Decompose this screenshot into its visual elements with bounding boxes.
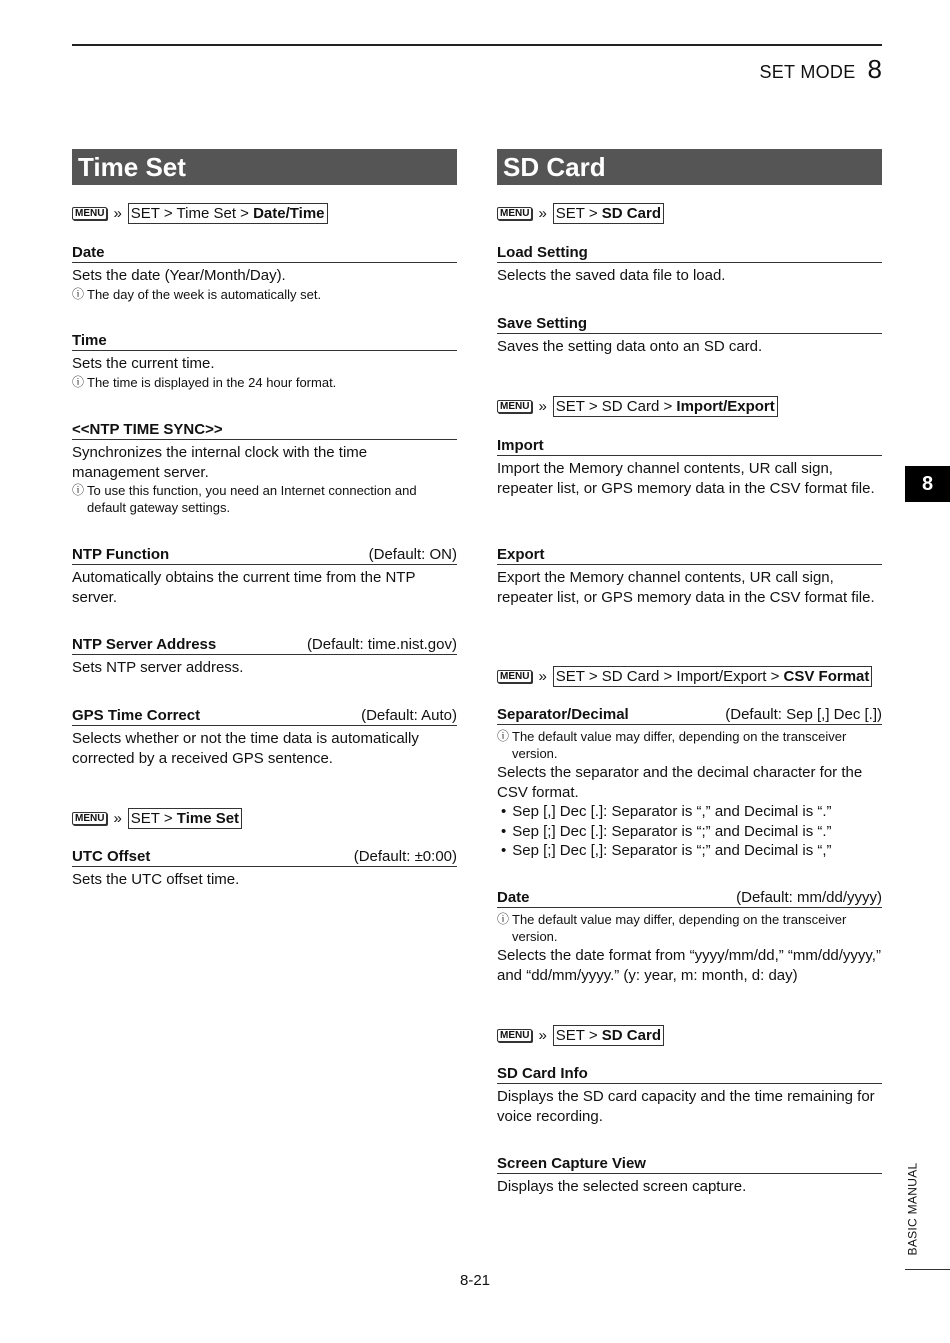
page-number: 8-21	[459, 1272, 491, 1289]
utc-offset-description: Sets the UTC offset time.	[72, 871, 240, 888]
manual-label: BASIC MANUAL	[905, 1162, 919, 1255]
menu-key-icon: MENU	[497, 207, 532, 220]
menu-path-box: SET > Time Set	[128, 808, 242, 829]
chevron-right-icon: »	[538, 667, 547, 685]
time-description: Sets the current time.	[72, 355, 215, 372]
menu-path-time-set	[72, 806, 457, 830]
separator-note: ⓘ The default value may differ, depending on the transceiver version.	[497, 729, 847, 761]
date-format-description: Selects the date format from “yyyy/mm/dd,” “mm/dd/yyyy,” and “dd/mm/yyyy.” (y: year, m: month, d: day)	[497, 947, 881, 984]
screen-capture-description: Displays the selected screen capture.	[497, 1178, 747, 1195]
time-title: Time	[72, 332, 107, 349]
menu-path-box: SET > SD Card > Import/Export > CSV Format	[553, 666, 873, 687]
save-setting-description: Saves the setting data onto an SD card.	[497, 338, 763, 355]
info-icon: ⓘ	[72, 286, 85, 301]
save-setting-title: Save Setting	[497, 315, 588, 332]
ntp-sync-note: ⓘ To use this function, you need an Internet connection and default gateway settings.	[72, 483, 417, 515]
screen-capture-title: Screen Capture View	[497, 1155, 646, 1172]
chapter-number: 8	[867, 54, 882, 84]
separator-default: (Default: Sep [,] Dec [.])	[725, 706, 882, 723]
list-item: • Sep [;] Dec [,]: Separator is “;” and Decimal is “,”	[501, 841, 882, 861]
menu-key-icon: MENU	[497, 670, 532, 683]
ntp-function-default: (Default: ON)	[368, 546, 457, 563]
load-setting-title: Load Setting	[497, 244, 588, 261]
chevron-right-icon: »	[538, 1026, 547, 1044]
chapter-header	[759, 54, 882, 85]
screen-capture-item	[497, 1155, 882, 1197]
top-rule	[72, 44, 882, 46]
list-item: • Sep [,] Dec [.]: Separator is “,” and Decimal is “.”	[501, 802, 882, 822]
gps-time-description: Selects whether or not the time data is automatically corrected by a received GPS sentence.	[72, 730, 419, 767]
menu-path-sd-card	[497, 201, 882, 225]
ntp-function-title: NTP Function	[72, 546, 170, 563]
menu-key-icon: MENU	[497, 1029, 532, 1042]
separator-title: Separator/Decimal	[497, 706, 629, 723]
ntp-sync-description: Synchronizes the internal clock with the time management server.	[72, 444, 368, 481]
date-format-default: (Default: mm/dd/yyyy)	[736, 889, 882, 906]
gps-time-correct-item	[72, 707, 457, 768]
gps-time-default: (Default: Auto)	[361, 707, 457, 724]
date-note: ⓘ The day of the week is automatically set.	[72, 286, 322, 302]
gps-time-title: GPS Time Correct	[72, 707, 201, 724]
import-title: Import	[497, 437, 544, 454]
date-item	[72, 244, 457, 303]
separator-decimal-item	[497, 706, 882, 861]
chapter-mode: SET MODE	[759, 62, 856, 82]
import-description: Import the Memory channel contents, UR call sign, repeater list, or GPS memory data in the CSV format file.	[497, 460, 875, 497]
export-description: Export the Memory channel contents, UR call sign, repeater list, or GPS memory data in the CSV format file.	[497, 569, 875, 606]
utc-offset-default: (Default: ±0:00)	[353, 848, 457, 865]
menu-path-box: SET > Time Set > Date/Time	[128, 203, 328, 224]
utc-offset-item	[72, 848, 457, 890]
sd-card-info-item	[497, 1065, 882, 1126]
menu-key-icon: MENU	[72, 812, 107, 825]
date-format-title: Date	[497, 889, 530, 906]
date-format-item	[497, 889, 882, 985]
chevron-right-icon: »	[538, 204, 547, 222]
info-icon: ⓘ	[72, 374, 85, 389]
utc-offset-title: UTC Offset	[72, 848, 151, 865]
time-set-banner: Time Set	[72, 149, 457, 185]
menu-path-datetime	[72, 201, 457, 225]
chevron-right-icon: »	[538, 397, 547, 415]
date-title: Date	[72, 244, 105, 261]
info-icon: ⓘ	[72, 483, 85, 497]
load-setting-item	[497, 244, 882, 286]
menu-path-box: SET > SD Card > Import/Export	[553, 396, 778, 417]
ntp-time-sync-item	[72, 421, 457, 516]
ntp-sync-title: <<NTP TIME SYNC>>	[72, 421, 223, 438]
menu-key-icon: MENU	[497, 400, 532, 413]
time-item	[72, 332, 457, 391]
menu-key-icon: MENU	[72, 207, 107, 220]
side-rule	[905, 1269, 950, 1270]
info-icon: ⓘ	[497, 912, 510, 926]
chevron-right-icon: »	[113, 809, 122, 827]
menu-path-sd-card-2	[497, 1023, 882, 1047]
load-setting-description: Selects the saved data file to load.	[497, 267, 726, 284]
menu-path-box: SET > SD Card	[553, 1025, 664, 1046]
ntp-server-description: Sets NTP server address.	[72, 659, 244, 676]
ntp-server-title: NTP Server Address	[72, 636, 217, 653]
ntp-server-default: (Default: time.nist.gov)	[306, 636, 457, 653]
menu-path-import-export	[497, 394, 882, 418]
export-item	[497, 546, 882, 607]
time-note: ⓘ The time is displayed in the 24 hour format.	[72, 374, 337, 390]
separator-options	[497, 802, 882, 861]
ntp-function-item	[72, 546, 457, 607]
chevron-right-icon: »	[113, 204, 122, 222]
import-item	[497, 437, 882, 498]
sd-card-info-description: Displays the SD card capacity and the time remaining for voice recording.	[497, 1088, 875, 1125]
ntp-server-item	[72, 636, 457, 678]
date-format-note: ⓘ The default value may differ, depending on the transceiver version.	[497, 912, 847, 944]
info-icon: ⓘ	[497, 729, 510, 743]
save-setting-item	[497, 315, 882, 357]
chapter-tab: 8	[905, 466, 950, 502]
ntp-function-description: Automatically obtains the current time from the NTP server.	[72, 569, 416, 606]
list-item: • Sep [;] Dec [.]: Separator is “;” and Decimal is “.”	[501, 822, 882, 842]
export-title: Export	[497, 546, 545, 563]
separator-description: Selects the separator and the decimal character for the CSV format.	[497, 764, 863, 801]
sd-card-info-title: SD Card Info	[497, 1065, 588, 1082]
menu-path-box: SET > SD Card	[553, 203, 664, 224]
date-description: Sets the date (Year/Month/Day).	[72, 267, 286, 284]
menu-path-csv-format	[497, 664, 882, 688]
sd-card-banner: SD Card	[497, 149, 882, 185]
